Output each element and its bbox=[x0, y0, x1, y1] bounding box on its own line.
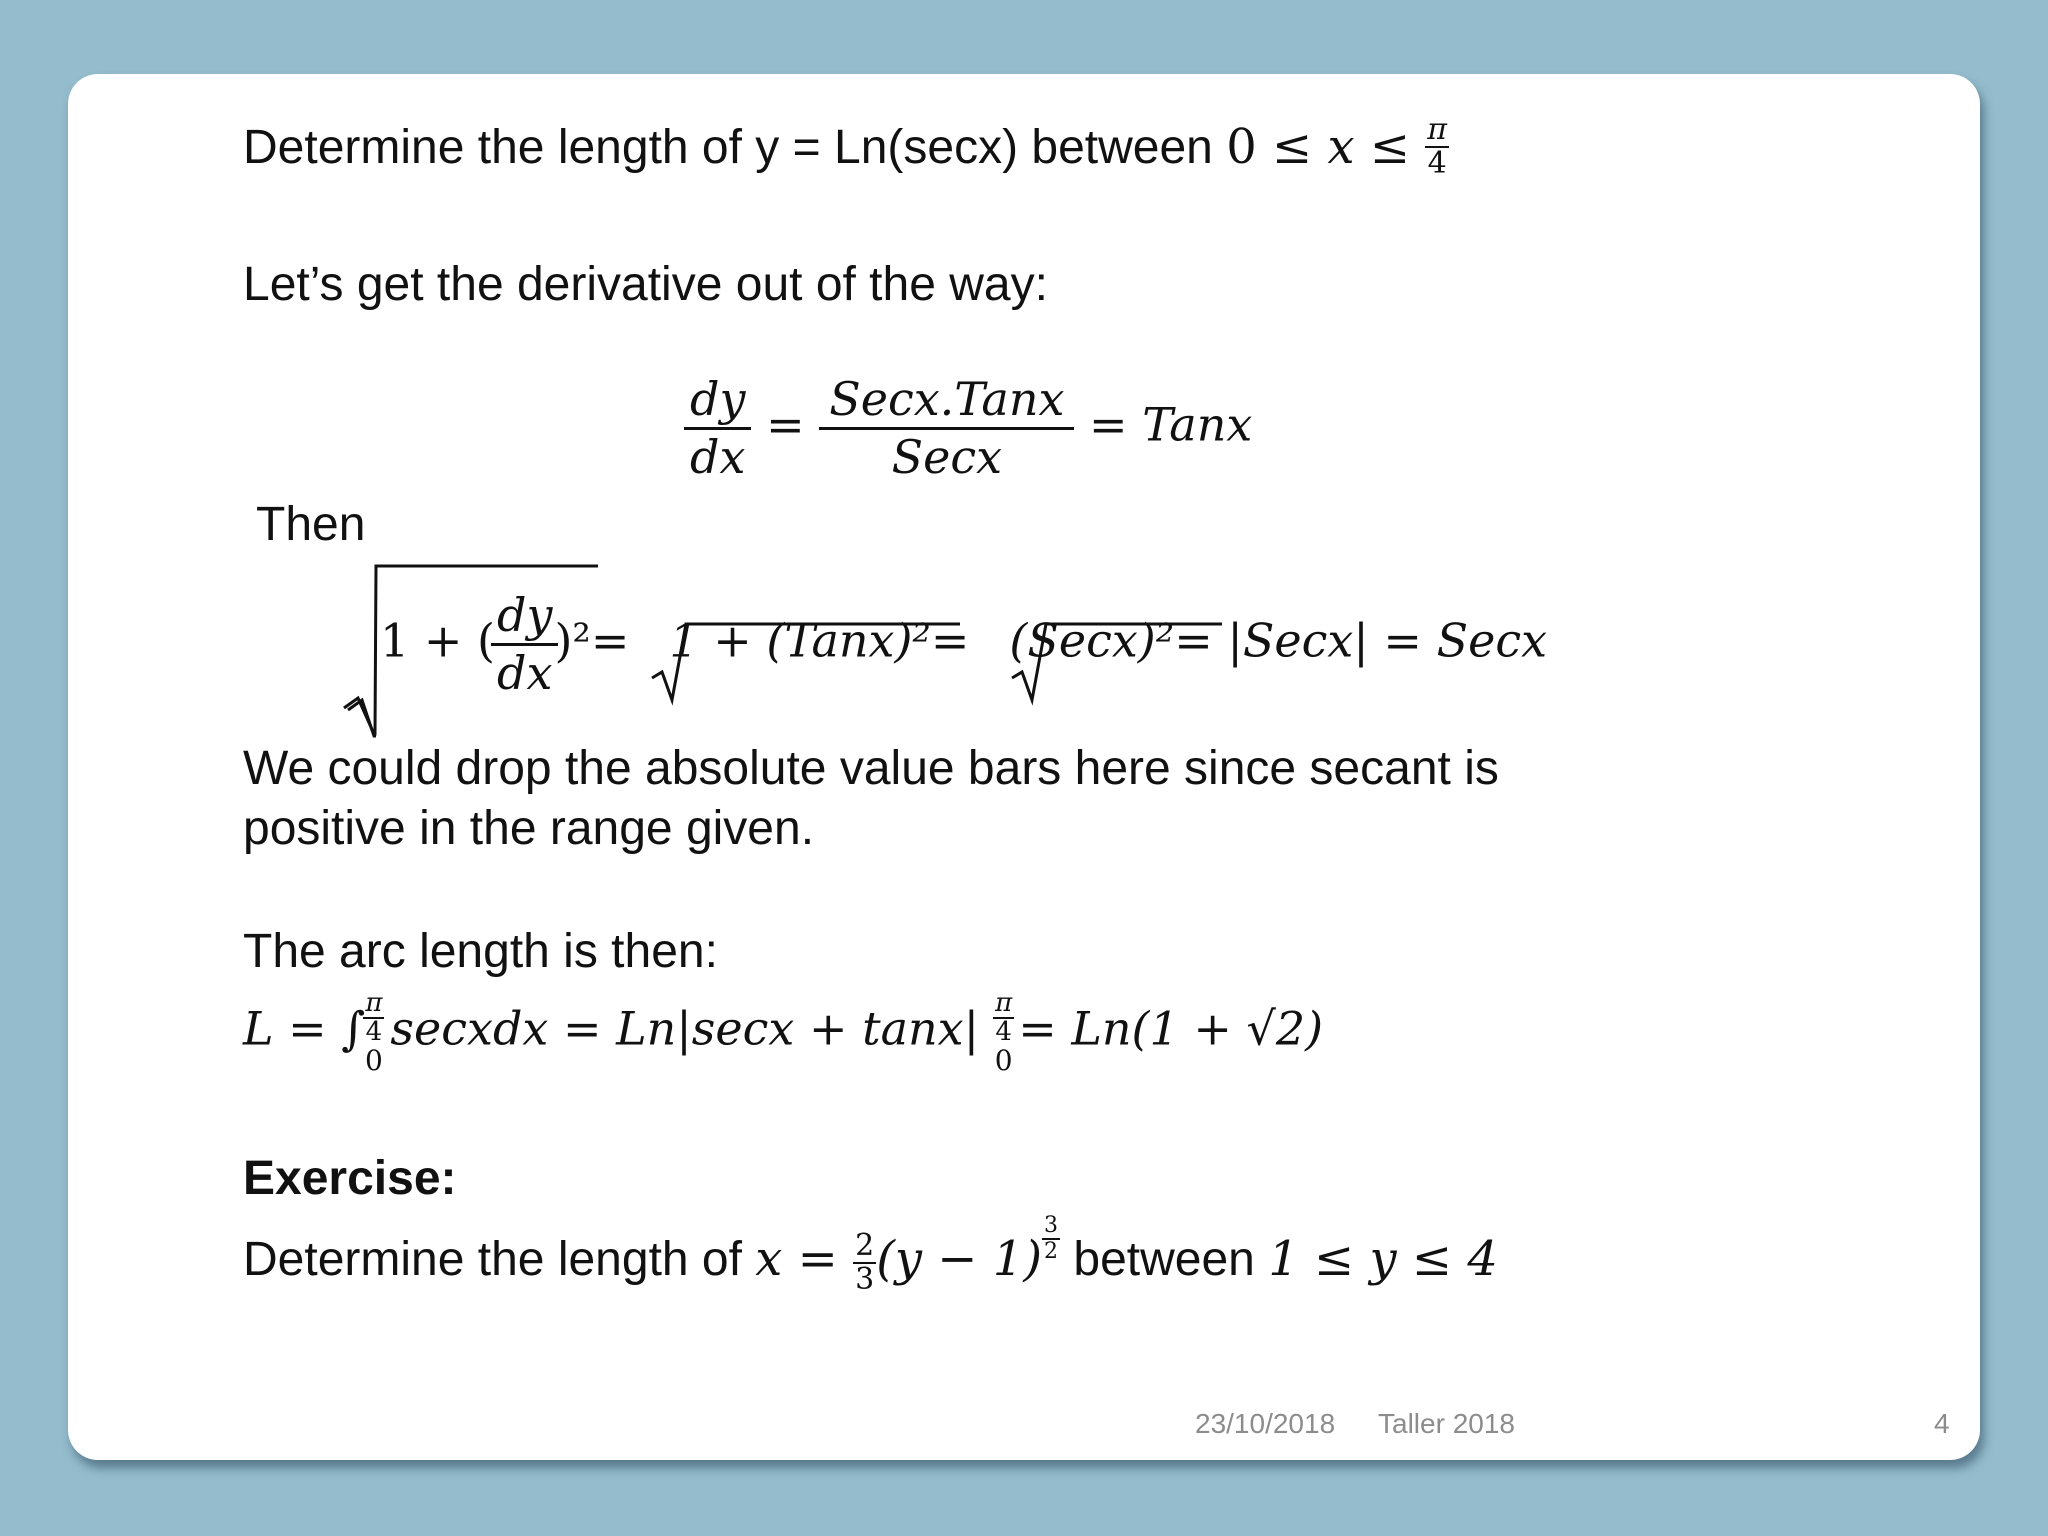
question-text: Determine the length of y = Ln(secx) between bbox=[243, 121, 1227, 175]
exercise-body: (y − 1) bbox=[876, 1231, 1043, 1288]
one-plus: 1 + ( bbox=[380, 613, 495, 668]
page-number: 4 bbox=[1934, 1408, 1950, 1439]
equals-sign: = bbox=[766, 397, 805, 452]
sec-square-term: (Secx)² bbox=[1009, 613, 1175, 668]
exercise-range: 1 ≤ y ≤ 4 bbox=[1268, 1231, 1498, 1288]
absolute-note-line2: positive in the range given. bbox=[243, 802, 815, 855]
two-thirds-fraction: $\frac{2}{3}$ bbox=[855, 1228, 875, 1297]
question-range-var: x bbox=[1327, 119, 1355, 176]
question-range-lhs: 0 ≤ bbox=[1226, 119, 1328, 176]
squared-close: )² bbox=[554, 613, 591, 668]
arc-length-equation bbox=[243, 990, 1323, 1075]
derivative-intro: Let’s get the derivative out of the way: bbox=[243, 258, 1048, 311]
exercise-heading: Exercise: bbox=[243, 1152, 457, 1205]
question-range-rel: ≤ bbox=[1354, 119, 1426, 176]
radical-equation bbox=[380, 588, 1547, 701]
exercise-lhs: x = bbox=[755, 1231, 854, 1288]
equals-2: = bbox=[930, 613, 970, 668]
derivative-result: = Tanx bbox=[1089, 397, 1253, 452]
exercise-line bbox=[243, 1213, 1498, 1297]
derivative-equation bbox=[684, 372, 1252, 485]
integral-limits: $\frac{\pi}{4}$ 0 bbox=[364, 988, 383, 1077]
question-line bbox=[243, 112, 1449, 183]
exercise-text: Determine the length of bbox=[243, 1233, 756, 1287]
evaluation-limits: $\frac{\pi}{4}$ 0 bbox=[994, 988, 1013, 1077]
sec-tan-fraction: $\frac{\text{Secx.Tanx}}{\text{Secx}}$ bbox=[819, 372, 1074, 485]
abs-sec-result: = |Secx| = Secx bbox=[1174, 613, 1548, 668]
dy-dx-fraction: $\frac{dy}{dx}$ bbox=[684, 372, 751, 485]
integrand: secxdx = Ln|secx + tanx| bbox=[390, 1001, 980, 1056]
exercise-between: between bbox=[1060, 1233, 1269, 1287]
footer-date: 23/10/2018 bbox=[1195, 1408, 1336, 1439]
tan-square-term: 1 + (Tanx)² bbox=[669, 613, 931, 668]
integral-lhs: L = ∫ bbox=[243, 1001, 366, 1056]
arc-length-result: = Ln(1 + √2) bbox=[1018, 1001, 1324, 1056]
dy-dx-fraction-2: $\frac{dy}{dx}$ bbox=[491, 588, 558, 701]
equals-1: = bbox=[590, 613, 630, 668]
arc-length-intro: The arc length is then: bbox=[243, 925, 718, 978]
pi-over-4-fraction: $\frac{\pi}{4}$ bbox=[1427, 112, 1448, 181]
then-label: Then bbox=[256, 498, 366, 551]
exponent-fraction: $\frac{3}{2}$ bbox=[1044, 1213, 1059, 1264]
absolute-note-line1: We could drop the absolute value bars here since secant is bbox=[243, 742, 1499, 795]
footer-title: Taller 2018 bbox=[1378, 1408, 1515, 1439]
